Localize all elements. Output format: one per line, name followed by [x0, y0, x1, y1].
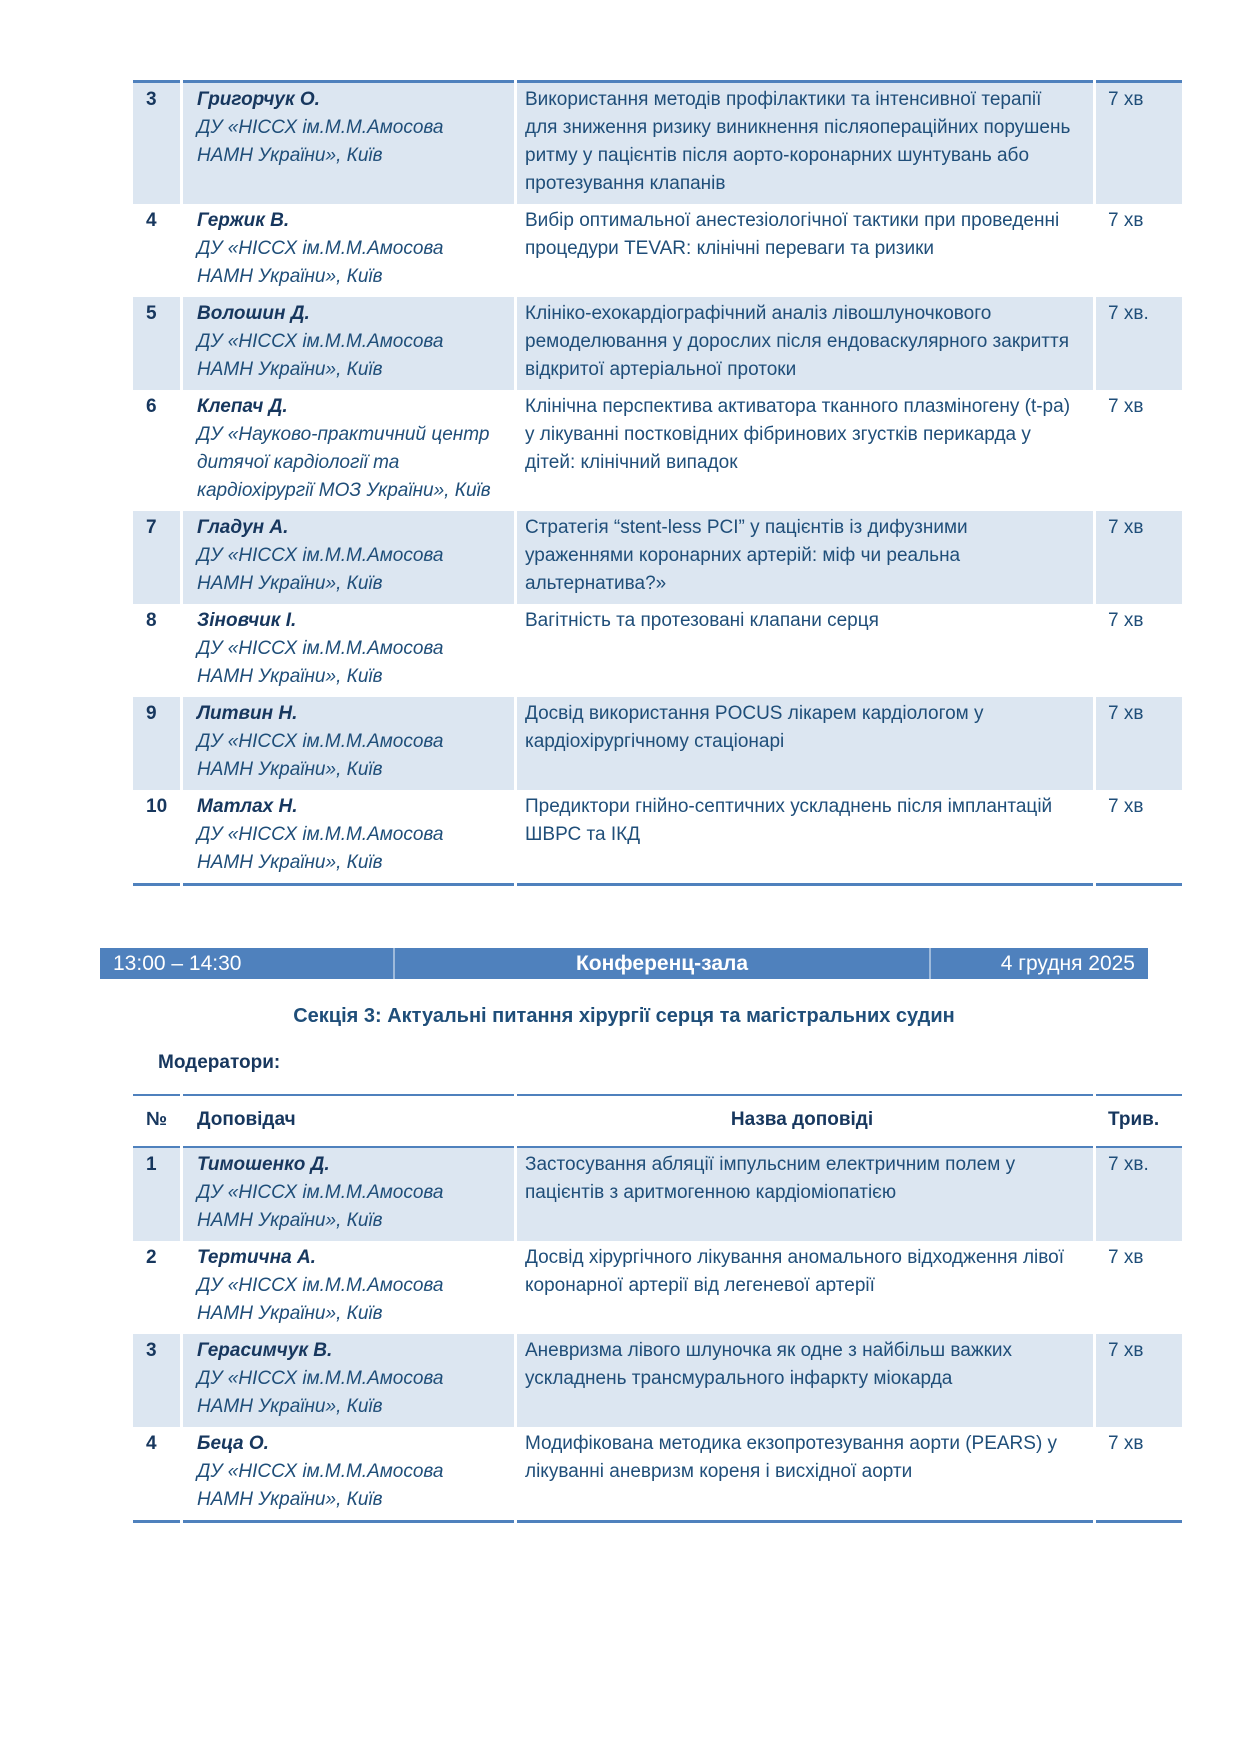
- speaker-name: Тимошенко Д.: [197, 1154, 330, 1175]
- talk-duration: 7 хв: [1096, 80, 1182, 204]
- table-row: [133, 697, 1182, 790]
- header-number: №: [133, 1094, 180, 1148]
- speaker-affiliation: ДУ «НІССХ ім.М.М.Амосова НАМН України», Київ: [197, 238, 444, 287]
- speaker-name: Матлах Н.: [197, 796, 298, 817]
- talk-duration: 7 хв.: [1096, 297, 1182, 390]
- speaker-cell: [183, 390, 514, 511]
- talk-duration: 7 хв: [1108, 396, 1144, 417]
- row-number: 5: [133, 297, 180, 390]
- row-number: 2: [146, 1247, 157, 1268]
- speaker-name: Беца О.: [197, 1433, 269, 1454]
- speaker-affiliation: ДУ «НІССХ ім.М.М.Амосова НАМН України», Київ: [197, 117, 444, 166]
- row-number: 7: [133, 511, 180, 604]
- row-number: 4: [146, 210, 157, 231]
- speaker-name: Гладун А.: [197, 517, 289, 538]
- table-row: [133, 80, 1182, 204]
- speaker-affiliation: ДУ «НІССХ ім.М.М.Амосова НАМН України», Київ: [197, 1182, 444, 1231]
- moderators-label: Модератори:: [158, 1052, 281, 1073]
- talk-title: Застосування абляції імпульсним електричним полем у пацієнтів з аритмогенною кардіоміопатією: [517, 1148, 1093, 1241]
- speaker-affiliation: ДУ «НІССХ ім.М.М.Амосова НАМН України», Київ: [197, 331, 444, 380]
- speaker-name: Гержик В.: [197, 210, 290, 231]
- talk-duration: 7 хв: [1096, 697, 1182, 790]
- speaker-cell: [183, 1241, 514, 1334]
- session-time: 13:00 – 14:30: [100, 948, 395, 979]
- table-header-row: [133, 1094, 1182, 1148]
- speaker-cell: [183, 1427, 514, 1523]
- talk-title: Аневризма лівого шлуночка як одне з найбільш важких ускладнень трансмурального інфаркту міокарда: [517, 1334, 1093, 1427]
- table-row: [133, 390, 1182, 511]
- speaker-cell: [183, 297, 514, 390]
- presentations-table-1: [133, 80, 1182, 886]
- talk-duration: 7 хв: [1108, 610, 1144, 631]
- header-title: Назва доповіді: [517, 1094, 1093, 1148]
- speaker-affiliation: ДУ «НІССХ ім.М.М.Амосова НАМН України», Київ: [197, 545, 444, 594]
- talk-duration: 7 хв: [1108, 1247, 1144, 1268]
- table-row: [133, 1427, 1182, 1523]
- speaker-cell: [183, 604, 514, 697]
- row-number: 4: [133, 1427, 180, 1523]
- row-number: 10: [133, 790, 180, 886]
- header-duration: Трив.: [1096, 1094, 1182, 1148]
- speaker-name: Тертична А.: [197, 1247, 316, 1268]
- header-speaker: Доповідач: [183, 1094, 514, 1148]
- table-row: [133, 1148, 1182, 1241]
- speaker-name: Герасимчук В.: [197, 1340, 333, 1361]
- talk-duration: 7 хв: [1096, 511, 1182, 604]
- speaker-cell: [183, 790, 514, 886]
- table-row: [133, 1334, 1182, 1427]
- table-row: [133, 297, 1182, 390]
- talk-title: Вибір оптимальної анестезіологічної тактики при проведенні процедури TEVAR: клінічні переваги та ризики: [525, 210, 1060, 259]
- talk-title: Вагітність та протезовані клапани серця: [525, 610, 879, 631]
- session-bar: [100, 948, 1148, 979]
- talk-title: Досвід хірургічного лікування аномального відходження лівої коронарної артерії від легеневої артерії: [525, 1247, 1065, 1296]
- talk-duration: 7 хв: [1096, 790, 1182, 886]
- speaker-name: Клепач Д.: [197, 396, 288, 417]
- speaker-affiliation: ДУ «НІССХ ім.М.М.Амосова НАМН України», Київ: [197, 638, 444, 687]
- talk-duration: 7 хв.: [1096, 1148, 1182, 1241]
- session-room: Конференц-зала: [395, 948, 931, 979]
- talk-title: Використання методів профілактики та інтенсивної терапії для зниження ризику виникнення післяопераційних порушень ритму у пацієнтів після аорто-коронарних шунтувань або протезування клапанів: [517, 80, 1093, 204]
- speaker-name: Литвин Н.: [197, 703, 298, 724]
- talk-duration: 7 хв: [1096, 1427, 1182, 1523]
- speaker-cell: [183, 1334, 514, 1427]
- speaker-affiliation: ДУ «НІССХ ім.М.М.Амосова НАМН України», Київ: [197, 1275, 444, 1324]
- row-number: 8: [146, 610, 157, 631]
- row-number: 3: [133, 1334, 180, 1427]
- speaker-name: Зіновчик І.: [197, 610, 297, 631]
- row-number: 1: [133, 1148, 180, 1241]
- talk-duration: 7 хв: [1108, 210, 1144, 231]
- table-row: [133, 604, 1182, 697]
- talk-duration: 7 хв: [1096, 1334, 1182, 1427]
- speaker-affiliation: ДУ «Науково-практичний центр дитячої кардіології та кардіохірургії МОЗ України», Київ: [197, 424, 491, 501]
- speaker-cell: [183, 80, 514, 204]
- section-title: Секція 3: Актуальні питання хірургії серця та магістральних судин: [293, 1005, 955, 1027]
- row-number: 3: [133, 80, 180, 204]
- row-number: 6: [146, 396, 157, 417]
- speaker-cell: [183, 1148, 514, 1241]
- speaker-affiliation: ДУ «НІССХ ім.М.М.Амосова НАМН України», Київ: [197, 731, 444, 780]
- talk-title: Клініко-ехокардіографічний аналіз лівошлуночкового ремоделювання у дорослих після ендоваскулярного закриття відкритої артеріальної протоки: [517, 297, 1093, 390]
- speaker-cell: [183, 204, 514, 297]
- table-row: [133, 790, 1182, 886]
- speaker-cell: [183, 697, 514, 790]
- speaker-name: Григорчук О.: [197, 89, 320, 110]
- talk-title: Клінічна перспектива активатора тканного плазміногену (t-pa) у лікуванні постковідних фібринових згустків перикарда у дітей: клінічний випадок: [525, 396, 1071, 473]
- speaker-affiliation: ДУ «НІССХ ім.М.М.Амосова НАМН України», Київ: [197, 1368, 444, 1417]
- session-date: 4 грудня 2025: [1000, 952, 1135, 975]
- talk-title: Стратегія “stent-less PCI” у пацієнтів із дифузними ураженнями коронарних артерій: міф чи реальна альтернатива?»: [517, 511, 1093, 604]
- talk-title: Модифікована методика екзопротезування аорти (PEARS) у лікуванні аневризм кореня і висхідної аорти: [517, 1427, 1093, 1523]
- speaker-name: Волошин Д.: [197, 303, 310, 324]
- speaker-affiliation: ДУ «НІССХ ім.М.М.Амосова НАМН України», Київ: [197, 824, 444, 873]
- table-row: [133, 204, 1182, 297]
- table-row: [133, 511, 1182, 604]
- speaker-cell: [183, 511, 514, 604]
- presentations-table-2: [133, 1094, 1182, 1523]
- speaker-affiliation: ДУ «НІССХ ім.М.М.Амосова НАМН України», Київ: [197, 1461, 444, 1510]
- talk-title: Предиктори гнійно-септичних ускладнень після імплантацій ШВРС та ІКД: [517, 790, 1093, 886]
- row-number: 9: [133, 697, 180, 790]
- table-row: [133, 1241, 1182, 1334]
- talk-title: Досвід використання POCUS лікарем кардіологом у кардіохірургічному стаціонарі: [517, 697, 1093, 790]
